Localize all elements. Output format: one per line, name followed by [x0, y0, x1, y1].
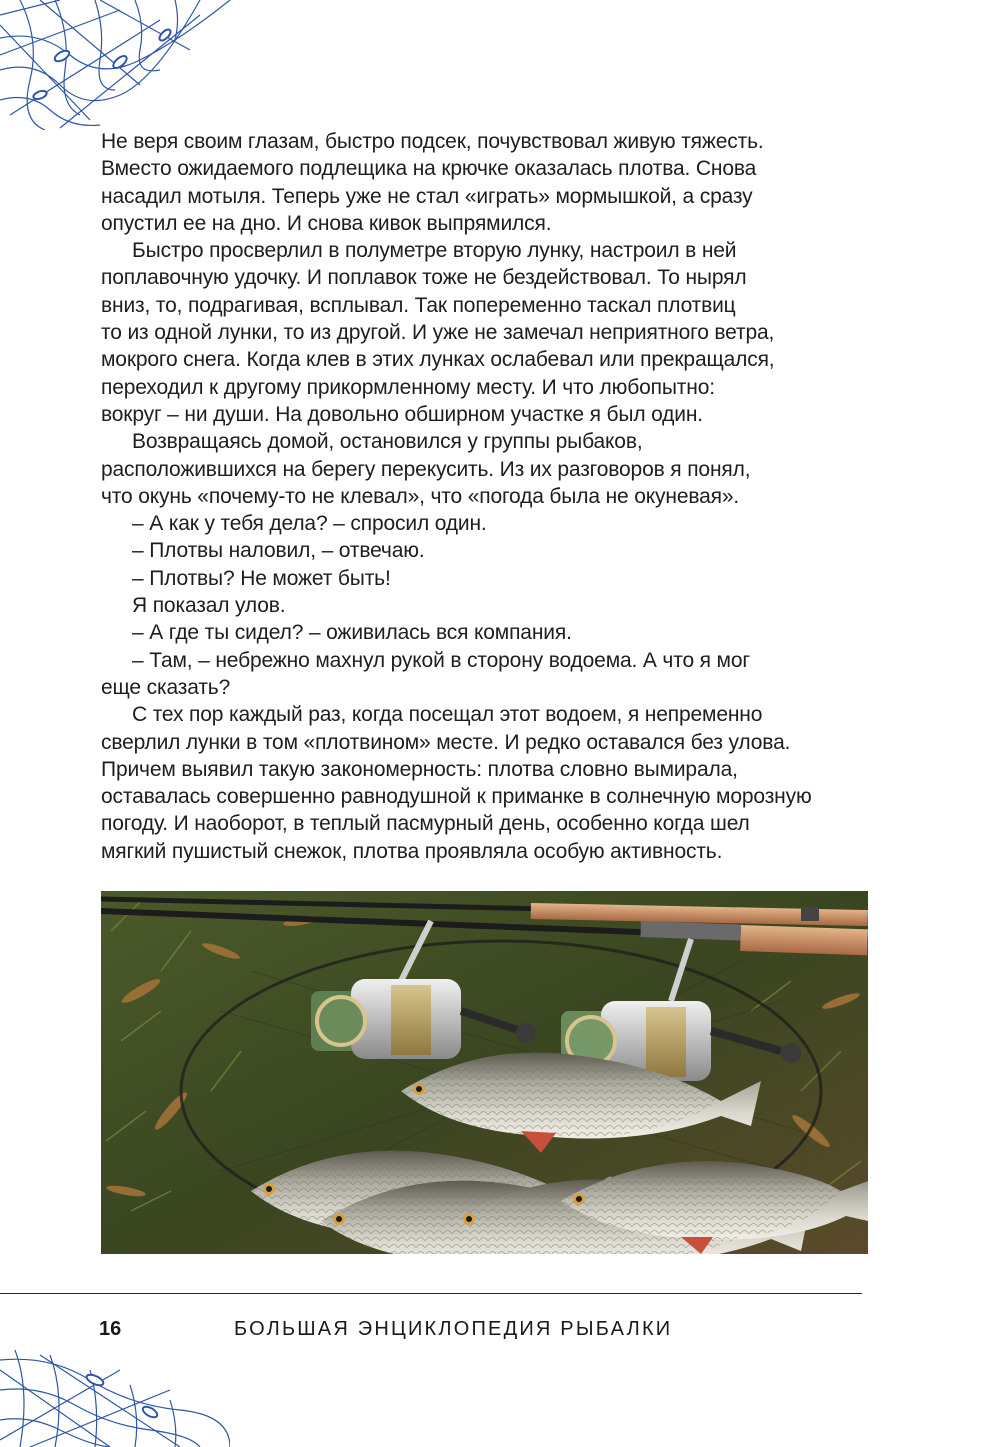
fishing-catch-illustration [101, 891, 868, 1254]
fishing-catch-photo [101, 891, 868, 1254]
article-body [101, 128, 881, 865]
paragraph: Возвращаясь домой, остановился у группы рыбаков, расположившихся на берегу перекусить. Из их разговоров я понял, что окунь «почему-то не клевал», что «погода была не окуневая». [101, 430, 751, 508]
page-number: 16 [99, 1318, 122, 1340]
fishing-net-top-decoration [0, 0, 240, 130]
dialogue-line: – Там, – небрежно махнул рукой в сторону водоема. А что я мог еще сказать? [101, 648, 750, 699]
paragraph: Не веря своим глазам, быстро подсек, почувствовал живую тяжесть. Вместо ожидаемого подлещика на крючке оказалась плотва. Снова насадил мотыля. Теперь уже не стал «играть» мормышкой, а сразу опустил ее на дно. И снова кивок выпрямился. [101, 130, 764, 235]
dialogue-line: – А как у тебя дела? – спросил один. [132, 512, 487, 536]
dialogue-line: – Плотвы наловил, – отвечаю. [132, 539, 425, 563]
paragraph: Быстро просверлил в полуметре вторую лунку, настроил в ней поплавочную удочку. И поплавок тоже не бездействовал. То нырял вниз, то, подрагивая, всплывал. Так попеременно таскал плотвиц то из одной лунки, то из другой. И уже не замечал неприятного ветра, мокрого снега. Когда клев в этих лунках ослабевал или прекращался, переходил к другому прикормленному месту. И что любопытно: вокруг – ни души. На довольно обширном участке я был один. [101, 239, 775, 426]
footer-divider [0, 1293, 862, 1294]
running-title: БОЛЬШАЯ ЭНЦИКЛОПЕДИЯ РЫБАЛКИ [234, 1318, 673, 1340]
paragraph: С тех пор каждый раз, когда посещал этот водоем, я непременно сверлил лунки в том «плотвином» месте. И редко оставался без улова. Причем выявил такую закономерность: плотва словно вымирала, оставалась совершенно равнодушной к приманке в солнечную морозную погоду. И наоборот, в теплый пасмурный день, особенно когда шел мягкий пушистый снежок, плотва проявляла особую активность. [101, 703, 812, 863]
dialogue-line: – Плотвы? Не может быть! [132, 566, 391, 590]
paragraph: Я показал улов. [132, 594, 286, 618]
fishing-net-bottom-decoration [0, 1350, 230, 1447]
dialogue-line: – А где ты сидел? – оживилась вся компания. [132, 621, 572, 645]
